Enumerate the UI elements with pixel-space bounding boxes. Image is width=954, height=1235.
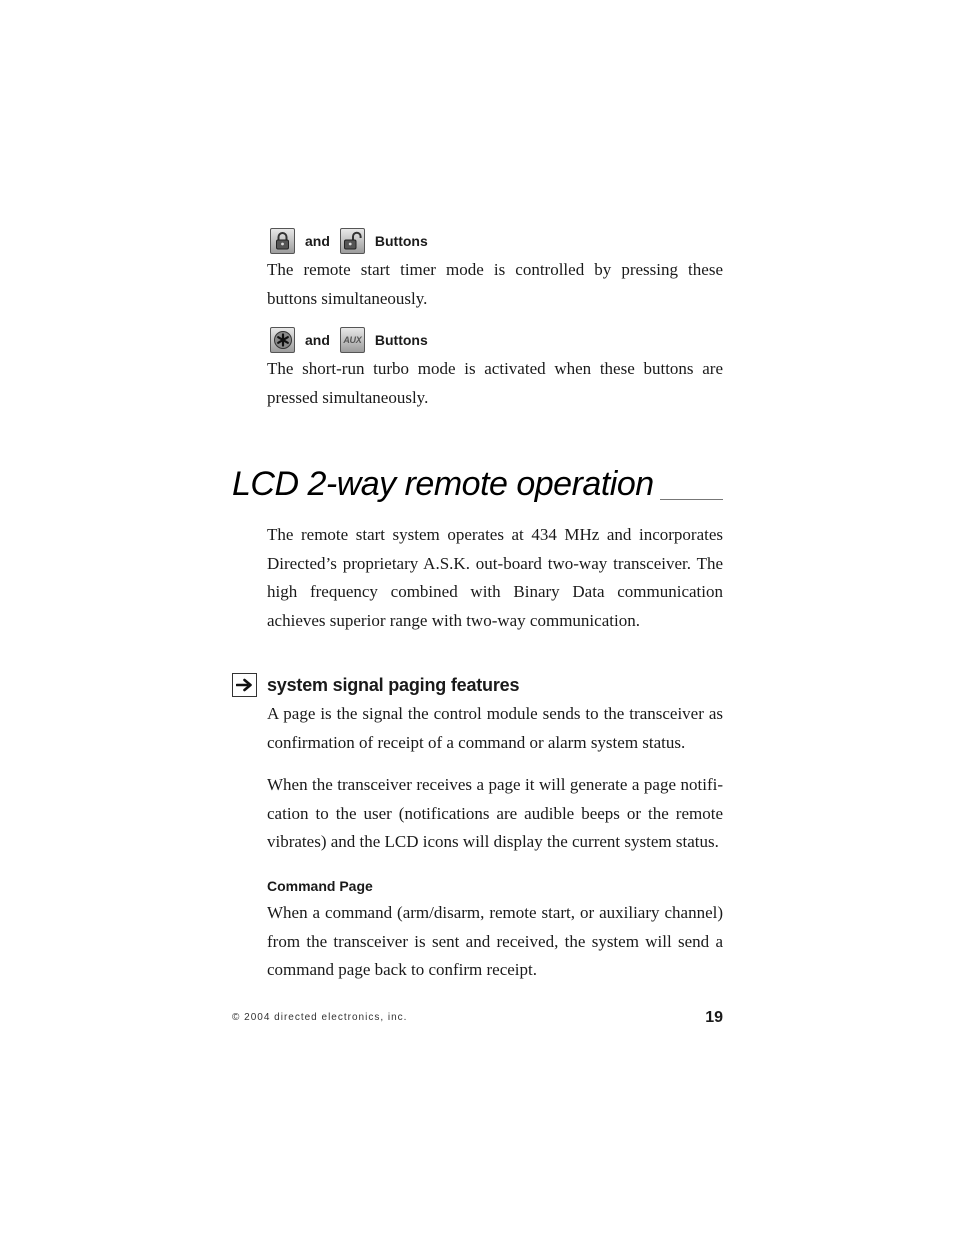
section-title xyxy=(232,465,723,503)
turbo-mode-text: The short-run turbo mode is activated when these buttons are pressed simultaneously. xyxy=(267,359,723,407)
section-intro-text: The remote start system operates at 434 MHz and incorporates Directed’s proprietary A.S.K. out-board two-way transceiver. The high frequency combined with Binary Data communication achieves superior range with two-way communication. xyxy=(267,525,723,630)
paging-paragraph-2: When the transceiver receives a page it will generate a page notifi- cation to the user (notifications are audible beeps or the remote vibrates) and the LCD icons will display the current system status. xyxy=(267,775,723,851)
unlock-icon xyxy=(340,228,365,254)
command-page-text: When a command (arm/disarm, remote start, or auxiliary channel) from the transceiver is sent and received, the system will send a command page back to confirm receipt. xyxy=(267,903,723,979)
and-label: and xyxy=(305,332,330,348)
buttons-label: Buttons xyxy=(374,233,428,249)
turbo-buttons-heading xyxy=(270,327,428,353)
aux-icon-text: AUX xyxy=(343,335,362,345)
star-icon xyxy=(270,327,295,353)
buttons-label: Buttons xyxy=(374,332,428,348)
copyright-footer: © 2004 directed electronics, inc. xyxy=(232,1012,408,1023)
paging-paragraph-1: A page is the signal the control module sends to the transceiver as confirmation of receipt of a command or alarm system status. xyxy=(267,704,723,752)
paging-subheading: system signal paging features xyxy=(267,675,520,695)
lock-unlock-buttons-heading xyxy=(270,228,428,254)
remote-start-timer-text: The remote start timer mode is controlled by pressing these buttons simultaneously. xyxy=(267,260,723,308)
page-number: 19 xyxy=(705,1009,723,1026)
section-title-text: LCD 2-way remote operation xyxy=(232,466,660,502)
command-page-heading: Command Page xyxy=(267,878,373,894)
arrow-icon xyxy=(232,673,257,697)
and-label: and xyxy=(305,233,330,249)
lock-icon xyxy=(270,228,295,254)
aux-icon xyxy=(340,327,365,353)
